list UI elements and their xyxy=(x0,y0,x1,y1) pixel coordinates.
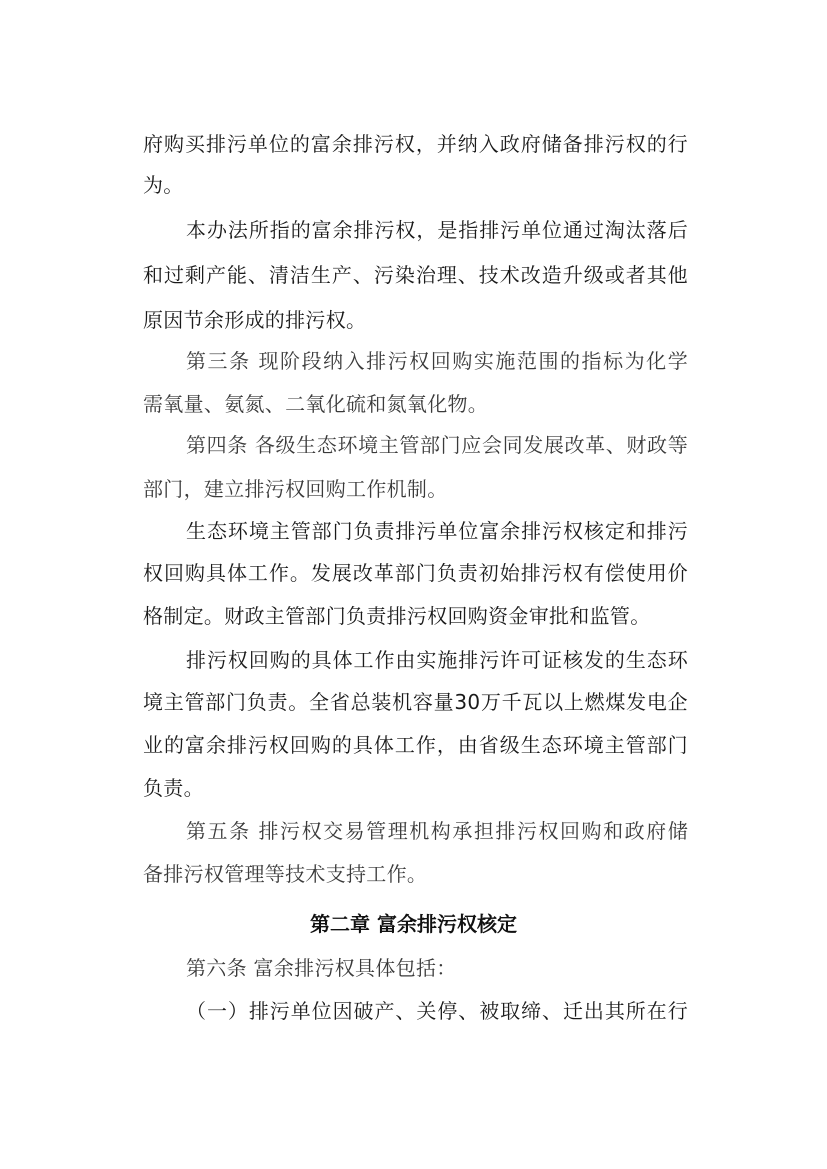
article-3-line: 需氧量、氨氮、二氧化硫和氮氧化物。 xyxy=(143,392,489,416)
article-6-line: 第六条 富余排污权具体包括： xyxy=(186,956,457,980)
paragraph-line: 生态环境主管部门负责排污单位富余排污权核定和排污 xyxy=(186,519,688,543)
paragraph-line: 为。 xyxy=(143,173,184,197)
paragraph-line: 境主管部门负责。全省总装机容量30万千瓦以上燃煤发电企 xyxy=(143,690,688,714)
article-5-line: 备排污权管理等技术支持工作。 xyxy=(143,862,428,886)
paragraph-line: 本办法所指的富余排污权，是指排污单位通过淘汰落后 xyxy=(186,218,688,242)
paragraph-line: 和过剩产能、清洁生产、污染治理、技术改造升级或者其他 xyxy=(143,263,688,287)
paragraph-line: 业的富余排污权回购的具体工作，由省级生态环境主管部门 xyxy=(143,733,688,757)
paragraph-line: 府购买排污单位的富余排污权，并纳入政府储备排污权的行 xyxy=(143,132,688,156)
paragraph-line: 原因节余形成的排污权。 xyxy=(143,308,367,332)
paragraph-line: 格制定。财政主管部门负责排污权回购资金审批和监管。 xyxy=(143,604,651,628)
article-4-line: 第四条 各级生态环境主管部门应会同发展改革、财政等 xyxy=(186,433,688,457)
article-4-line: 部门，建立排污权回购工作机制。 xyxy=(143,477,448,501)
paragraph-line: 排污权回购的具体工作由实施排污许可证核发的生态环 xyxy=(186,648,688,672)
chapter-heading: 第二章 富余排污权核定 xyxy=(310,912,517,936)
paragraph-line: 权回购具体工作。发展改革部门负责初始排污权有偿使用价 xyxy=(143,561,688,585)
list-item-line: （一）排污单位因破产、关停、被取缔、迁出其所在行 xyxy=(186,999,688,1023)
article-3-line: 第三条 现阶段纳入排污权回购实施范围的指标为化学 xyxy=(186,349,688,373)
article-5-line: 第五条 排污权交易管理机构承担排污权回购和政府储 xyxy=(186,819,688,843)
paragraph-line: 负责。 xyxy=(143,776,204,800)
